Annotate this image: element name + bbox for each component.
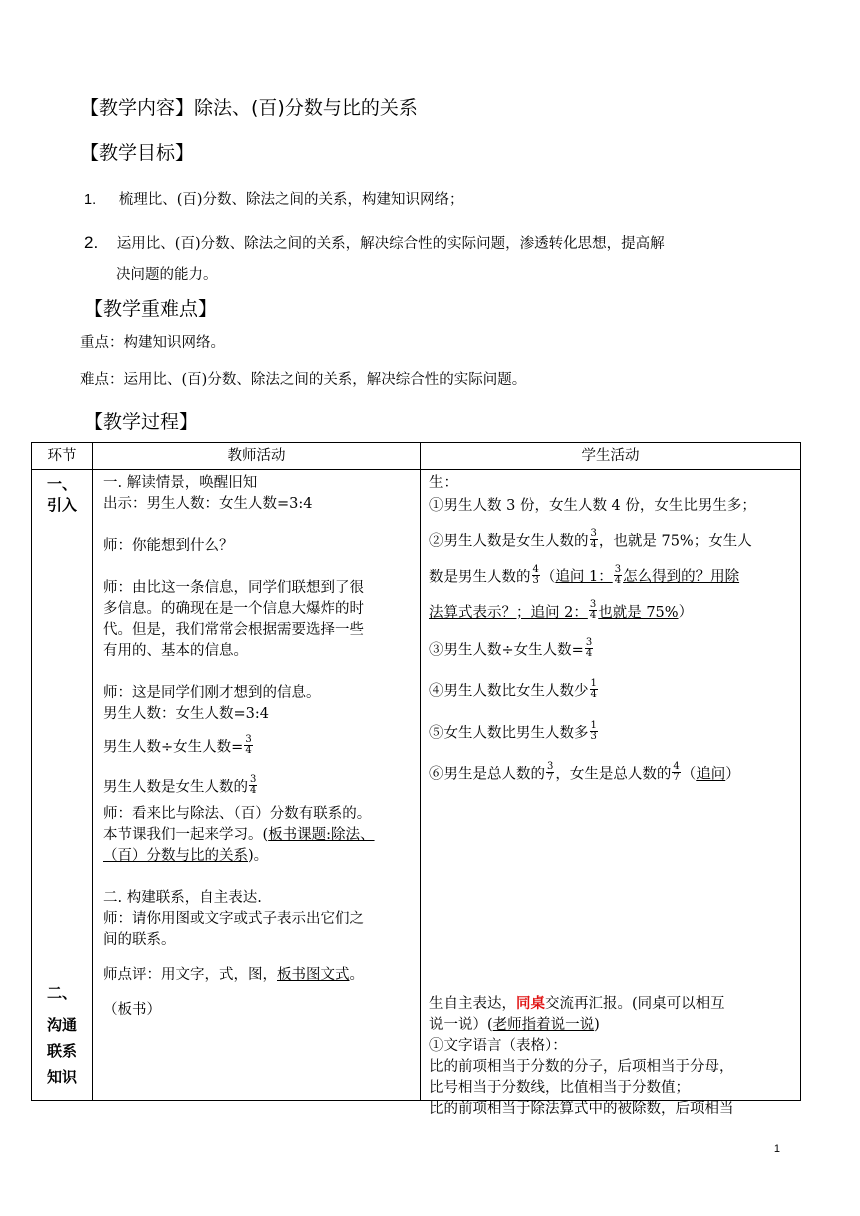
fraction-three-sevenths: [546, 762, 554, 783]
teacher-line: 一. 解读情景，唤醒旧知: [103, 475, 258, 491]
header-teacher: 教师活动: [93, 443, 421, 470]
numerator: 3: [589, 599, 597, 610]
student-line-text: 说一说）(: [429, 1017, 493, 1033]
content-heading: 【教学内容】除法、(百)分数与比的关系: [80, 97, 418, 119]
numerator: 1: [590, 678, 597, 689]
key-point: 重点：构建知识网络。: [80, 335, 225, 351]
teacher-line: 男生人数：女生人数=3:4: [103, 706, 269, 722]
teacher-line: 代。但是，我们常常会根据需要选择一些: [103, 622, 364, 638]
teacher-note: 老师指着说一说: [492, 1017, 595, 1033]
student-line-text: （: [681, 766, 697, 783]
teacher-line: 师：你能想到什么？: [103, 538, 234, 554]
student-line-text: 也就是 75%: [598, 604, 679, 621]
teacher-line: [103, 773, 375, 799]
student-line: [429, 636, 756, 662]
stage-connect-label-1: 沟通: [46, 1016, 77, 1034]
fraction-three-quarters: [589, 600, 597, 621]
numerator: 1: [590, 719, 597, 731]
fraction-three-quarters: [249, 775, 257, 796]
teacher-line: [103, 825, 375, 846]
student-line-text: 怎么得到的？用除: [623, 569, 740, 585]
denominator: 4: [590, 689, 597, 700]
student-line-text: ，女生是总人数的: [555, 766, 672, 783]
fraction-four-sevenths: [672, 762, 680, 783]
student-line: 生：: [429, 475, 458, 491]
teacher-line: [103, 965, 375, 986]
student-line-text: 数是男生人数的: [429, 569, 531, 585]
student-line: 比号相当于分数线，比值相当于分数值；: [429, 1080, 690, 1096]
student-line: [429, 761, 756, 786]
student-line: [429, 599, 756, 624]
fraction-one-quarter: [590, 679, 598, 700]
goal-2-continued: 决问题的能力。: [116, 267, 218, 283]
student-line-text: 法算式表示？；追问 2：: [429, 604, 588, 621]
student-line: [429, 1015, 734, 1036]
teacher-line-text: 师点评：用文字，式，图，: [103, 967, 277, 983]
teacher-line: （板书）: [103, 1002, 161, 1018]
stage-connect-num: 二、: [46, 984, 77, 1002]
student-line: [429, 528, 756, 553]
header-stage: 环节: [32, 443, 93, 470]
stage-intro: [32, 474, 92, 516]
key-heading: 【教学重难点】: [84, 298, 218, 320]
header-student: 学生活动: [421, 443, 801, 470]
follow-up-question-1: [555, 563, 740, 586]
goal-2: [84, 232, 665, 253]
denominator: 4: [614, 574, 622, 586]
teacher-line-text: 。: [349, 967, 364, 983]
goal-1: [84, 188, 464, 209]
student-line-text: ）: [678, 604, 694, 621]
student-line-text: 追问 1：: [555, 569, 613, 585]
stage-intro-num: 一、: [46, 475, 77, 493]
teacher-line: 二. 构建联系，自主表达.: [103, 890, 262, 906]
student-line: [429, 719, 756, 745]
teacher-line: 间的联系。: [103, 932, 176, 948]
numerator: 3: [585, 636, 593, 648]
student-activity: [429, 473, 756, 786]
student-line-text: ②男生人数是女生人数的: [429, 533, 589, 550]
teacher-line: 师：由比这一条信息，同学们联想到了很: [103, 580, 364, 596]
goal-number: 1.: [84, 192, 97, 208]
goals-heading: 【教学目标】: [80, 142, 195, 164]
student-line-text: 交流再汇报。(同桌可以相互: [545, 996, 725, 1012]
student-activity-part-2: [429, 993, 734, 1120]
numerator: 3: [614, 563, 622, 575]
stage-connect: [32, 980, 92, 1090]
teacher-line: 师：请你用图或文字或式子表示出它们之: [103, 911, 364, 927]
board-title-note: 板书课题:除法、: [268, 827, 375, 843]
fraction-one-third: [590, 721, 598, 742]
student-line: [429, 678, 756, 703]
student-line-text: ⑥男生是总人数的: [429, 766, 545, 783]
fraction-three-quarters: [244, 735, 252, 756]
process-table: [31, 442, 801, 1117]
numerator: 4: [673, 761, 680, 772]
teacher-line: [103, 846, 375, 867]
page-number: 1: [773, 1143, 780, 1155]
student-line: ①男生人数 3 份，女生人数 4 份，女生比男生多；: [429, 498, 756, 514]
teacher-line: [103, 734, 375, 759]
student-line-text: ③男生人数÷女生人数=: [429, 642, 584, 658]
fraction-three-quarters: [590, 529, 598, 550]
board-note: 板书图文式: [277, 967, 350, 983]
stage-connect-label-3: 知识: [46, 1068, 77, 1086]
student-line-text: ）: [725, 766, 740, 783]
stage-connect-label-2: 联系: [46, 1042, 77, 1060]
denominator: 4: [585, 647, 593, 659]
teacher-line: 师：这是同学们刚才想到的信息。: [103, 685, 321, 701]
desk-partner-highlight: 同桌: [516, 995, 545, 1012]
student-line: [429, 563, 756, 589]
denominator: 4: [250, 784, 257, 796]
table-row: [32, 470, 801, 1101]
teacher-line: 出示：男生人数：女生人数=3:4: [103, 496, 313, 512]
student-line-text: ): [594, 1017, 600, 1033]
follow-up-note: 追问: [696, 766, 726, 783]
student-line-text: ，也就是 75%；女生人: [598, 533, 752, 550]
follow-up-question-2: [429, 599, 679, 621]
fraction-three-quarters: [585, 638, 593, 659]
numerator: 3: [245, 734, 252, 745]
denominator: 4: [590, 539, 597, 550]
fraction-four-thirds: [532, 565, 540, 586]
teacher-line: 师：看来比与除法、（百）分数有联系的。: [103, 806, 372, 822]
board-title-note: （百）分数与比的关系: [103, 848, 248, 864]
numerator: 4: [532, 563, 539, 575]
stage-cell: [32, 470, 93, 1101]
fraction-three-quarters: [614, 565, 622, 586]
student-line: 比的前项相当于除法算式中的被除数，后项相当: [429, 1101, 734, 1117]
teacher-line: 多信息。的确现在是一个信息大爆炸的时: [103, 601, 364, 617]
numerator: 3: [547, 761, 554, 772]
student-line: [429, 993, 734, 1015]
denominator: 4: [589, 610, 597, 621]
student-line-text: （: [540, 569, 556, 585]
goal-text: 运用比、(百)分数、除法之间的关系，解决综合性的实际问题，渗透转化思想，提高解: [116, 236, 665, 252]
teacher-line-text: )。: [248, 848, 269, 864]
student-activity-cell: [421, 470, 801, 1117]
denominator: 3: [590, 730, 597, 742]
student-line: 比的前项相当于分数的分子，后项相当于分母，: [429, 1059, 734, 1075]
denominator: 4: [245, 745, 252, 756]
student-line-text: ⑤女生人数比男生人数多: [429, 725, 589, 741]
student-line: ①文字语言（表格）：: [429, 1038, 567, 1054]
teacher-line-text: 男生人数是女生人数的: [103, 779, 248, 795]
goal-text: 梳理比、(百)分数、除法之间的关系，构建知识网络；: [118, 192, 464, 208]
student-line-text: ④男生人数比女生人数少: [429, 683, 589, 700]
goal-number: 2.: [84, 233, 99, 252]
stage-intro-label: 引入: [46, 496, 77, 514]
denominator: 3: [532, 574, 539, 586]
teacher-activity: [103, 473, 375, 1021]
numerator: 3: [590, 528, 597, 539]
teacher-line-text: 男生人数÷女生人数=: [103, 739, 244, 756]
teacher-activity-cell: [93, 470, 421, 1101]
process-heading: 【教学过程】: [84, 411, 199, 433]
student-line-text: 生自主表达，: [429, 996, 516, 1012]
numerator: 3: [250, 773, 257, 785]
teacher-line-text: 本节课我们一起来学习。(: [103, 827, 269, 843]
table-header-row: [32, 443, 801, 470]
teacher-line: 有用的、基本的信息。: [103, 643, 248, 659]
denominator: 7: [673, 772, 680, 783]
difficulty: 难点：运用比、(百)分数、除法之间的关系，解决综合性的实际问题。: [80, 372, 527, 388]
denominator: 7: [547, 772, 554, 783]
